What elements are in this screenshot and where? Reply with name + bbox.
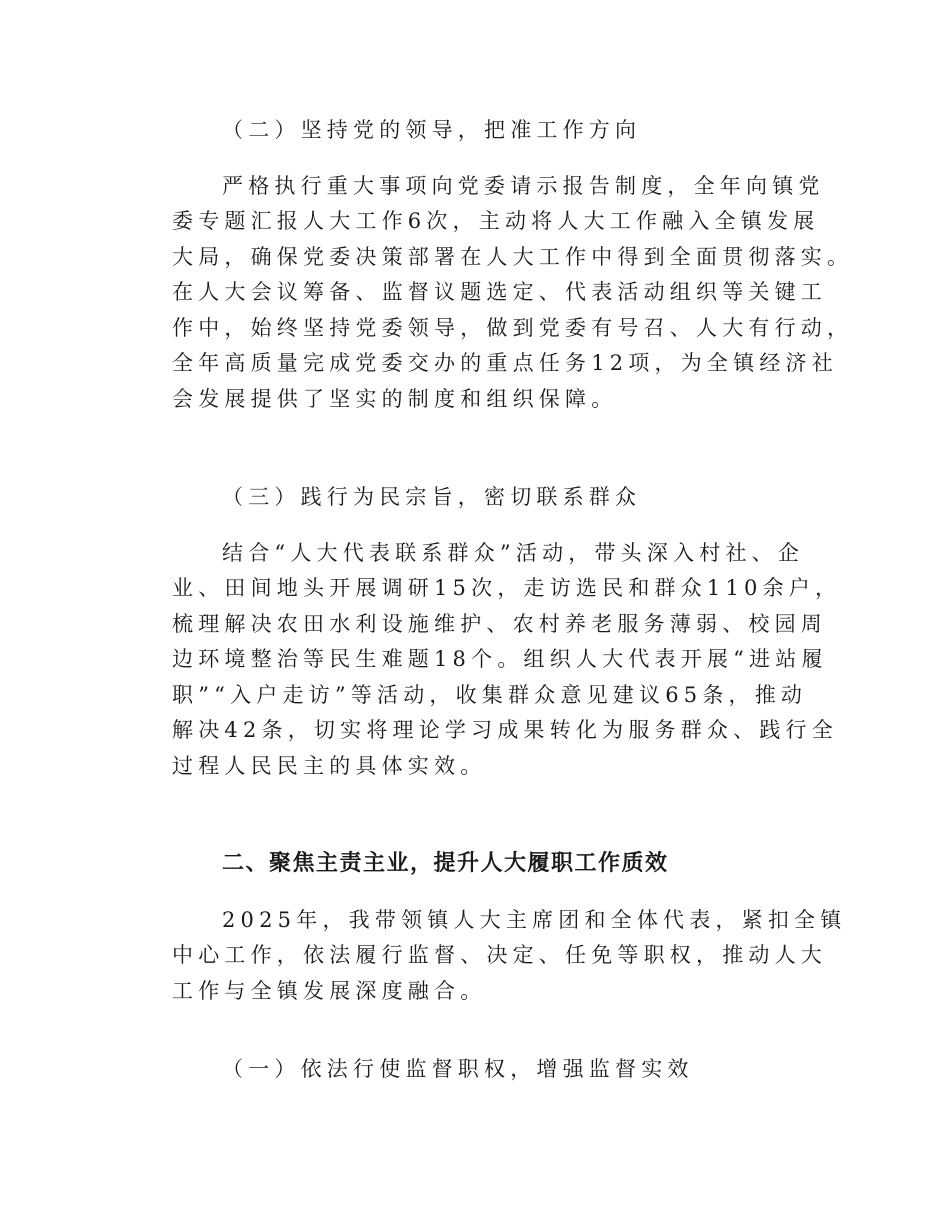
section-heading-1: （一）依法行使监督职权，增强监督实效 (222, 1057, 694, 1081)
paragraph-line: 过程人民民主的具体实效。 (172, 754, 487, 778)
paragraph-line: 作中，始终坚持党委领导，做到党委有号召、人大有行动， (172, 316, 854, 340)
chapter-heading-2: 二、聚焦主责主业，提升人大履职工作质效 (222, 851, 669, 876)
section-heading-3: （三）践行为民宗旨，密切联系群众 (222, 485, 642, 509)
paragraph-line: 中心工作，依法履行监督、决定、任免等职权，推动人大 (172, 943, 827, 967)
paragraph-line: 全年高质量完成党委交办的重点任务12项，为全镇经济社 (172, 351, 838, 375)
paragraph-line: 大局，确保党委决策部署在人大工作中得到全面贯彻落实。 (172, 245, 854, 269)
paragraph-line: 边环境整治等民生难题18个。组织人大代表开展“进站履 (172, 647, 828, 671)
paragraph-line: 工作与全镇发展深度融合。 (172, 979, 487, 1003)
paragraph-line: 严格执行重大事项向党委请示报告制度，全年向镇党 (222, 174, 825, 198)
paragraph-line: 委专题汇报人大工作6次，主动将人大工作融入全镇发展 (172, 209, 820, 233)
paragraph-line: 解决42条，切实将理论学习成果转化为服务群众、践行全 (172, 718, 838, 742)
paragraph-line: 梳理解决农田水利设施维护、农村养老服务薄弱、校园周 (172, 612, 827, 636)
paragraph-line: 会发展提供了坚实的制度和组织保障。 (172, 387, 618, 411)
paragraph-line: 在人大会议筹备、监督议题选定、代表活动组织等关键工 (172, 280, 827, 304)
paragraph-line: 职”“入户走访”等活动，收集群众意见建议65条，推动 (172, 683, 808, 707)
paragraph-line: 2025年，我带领镇人大主席团和全体代表，紧扣全镇 (222, 908, 847, 932)
section-heading-2: （二）坚持党的领导，把准工作方向 (222, 118, 642, 142)
paragraph-line: 业、田间地头开展调研15次，走访选民和群众110余户， (172, 576, 842, 600)
paragraph-line: 结合“人大代表联系群众”活动，带头深入村社、企 (222, 541, 805, 565)
